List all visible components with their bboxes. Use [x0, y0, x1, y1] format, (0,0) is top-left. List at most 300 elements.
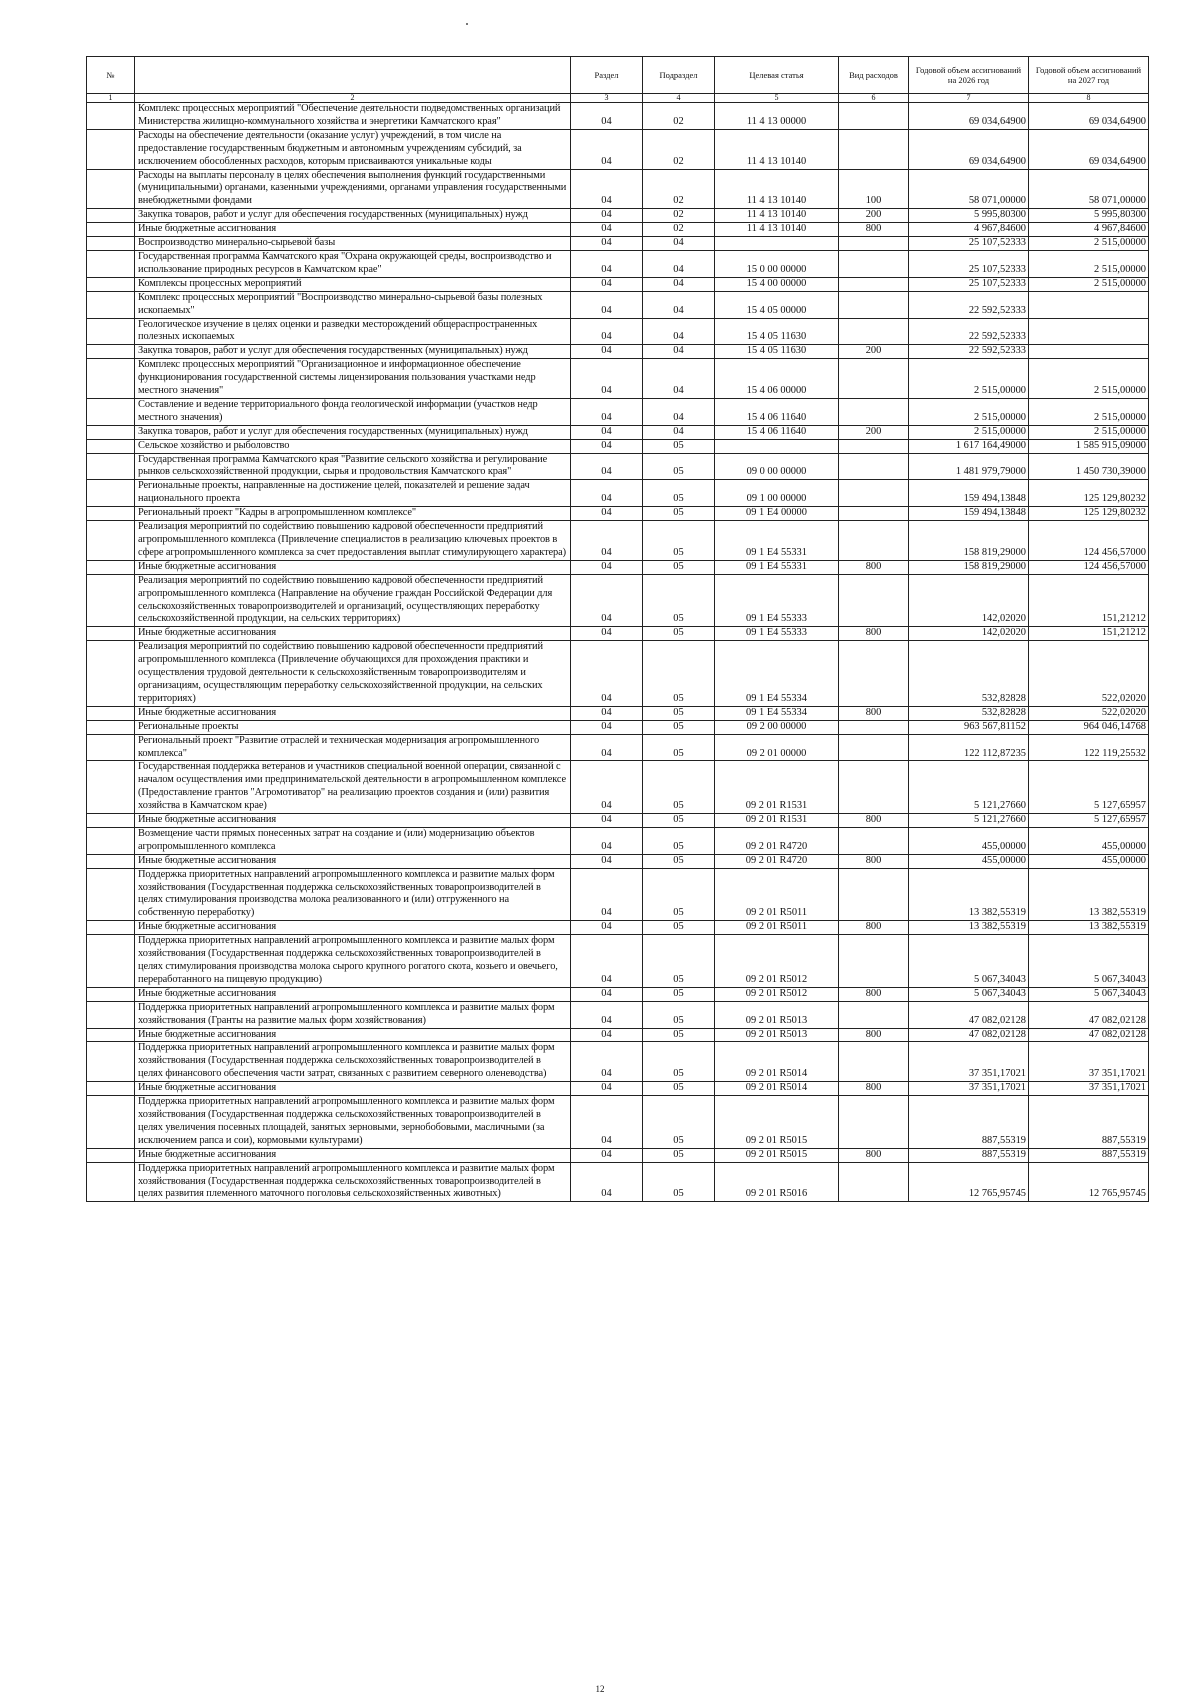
- cell-subsection: 05: [643, 987, 715, 1001]
- cell-section: 04: [571, 641, 643, 707]
- cell-num: [87, 854, 135, 868]
- cell-section: 04: [571, 574, 643, 627]
- cell-section: 04: [571, 1042, 643, 1082]
- cell-num: [87, 720, 135, 734]
- cell-expense-type: [839, 103, 909, 130]
- cell-section: 04: [571, 480, 643, 507]
- cell-section: 04: [571, 453, 643, 480]
- table-row: [87, 921, 1149, 935]
- cell-amount-2027: 151,21212: [1029, 574, 1149, 627]
- cell-expense-type: [839, 439, 909, 453]
- cell-article: 15 0 00 00000: [715, 250, 839, 277]
- cell-name: Иные бюджетные ассигнования: [135, 1148, 571, 1162]
- table-row: [87, 814, 1149, 828]
- cell-expense-type: [839, 521, 909, 561]
- cell-amount-2027: 151,21212: [1029, 627, 1149, 641]
- cell-expense-type: [839, 129, 909, 169]
- cell-amount-2027: [1029, 291, 1149, 318]
- cell-amount-2027: 5 127,65957: [1029, 761, 1149, 814]
- table-row: [87, 987, 1149, 1001]
- header-2027: Годовой объем ассигнований на 2027 год: [1029, 57, 1149, 94]
- cell-amount-2026: 1 481 979,79000: [909, 453, 1029, 480]
- cell-name: Поддержка приоритетных направлений агропромышленного комплекса и развитие малых форм хозяйствования (Государственная поддержка сельскохозяйственных товаропроизводителей в целях развития племенного маточного поголовья сельскохозяйственных животных): [135, 1162, 571, 1202]
- cell-amount-2027: 5 127,65957: [1029, 814, 1149, 828]
- cell-article: 09 2 01 R5014: [715, 1082, 839, 1096]
- column-index: 6: [839, 94, 909, 103]
- cell-name: Государственная программа Камчатского края "Охрана окружающей среды, воспроизводство и использование природных ресурсов в Камчатском крае": [135, 250, 571, 277]
- cell-section: 04: [571, 1082, 643, 1096]
- cell-article: 09 2 01 R1531: [715, 814, 839, 828]
- cell-name: Расходы на обеспечение деятельности (оказание услуг) учреждений, в том числе на предоставление государственным бюджетным и автономным учреждениям субсидий, за исключением обособленных расходов, которым присваиваются уникальные коды: [135, 129, 571, 169]
- table-row: [87, 641, 1149, 707]
- cell-name: Комплекс процессных мероприятий "Воспроизводство минерально-сырьевой базы полезных ископаемых": [135, 291, 571, 318]
- cell-section: 04: [571, 706, 643, 720]
- cell-subsection: 05: [643, 641, 715, 707]
- cell-expense-type: 800: [839, 814, 909, 828]
- cell-subsection: 05: [643, 574, 715, 627]
- cell-name: Расходы на выплаты персоналу в целях обеспечения выполнения функций государственными (муниципальными) органами, казенными учреждениями, органами управления государственными внебюджетными фондами: [135, 169, 571, 209]
- cell-expense-type: 200: [839, 425, 909, 439]
- cell-expense-type: 800: [839, 706, 909, 720]
- cell-amount-2027: 887,55319: [1029, 1148, 1149, 1162]
- cell-num: [87, 868, 135, 921]
- cell-amount-2027: 455,00000: [1029, 854, 1149, 868]
- cell-name: Региональный проект "Развитие отраслей и техническая модернизация агропромышленного комплекса": [135, 734, 571, 761]
- cell-name: Составление и ведение территориального фонда геологической информации (участков недр местного значения): [135, 398, 571, 425]
- cell-article: 09 1 E4 55331: [715, 521, 839, 561]
- cell-expense-type: [839, 318, 909, 345]
- cell-name: Реализация мероприятий по содействию повышению кадровой обеспеченности предприятий агропромышленного комплекса (Привлечение обучающихся для прохождения практики и осуществления трудовой деятельности к сельскохозяйственным товаропроизводителям и организациям, осуществляющим переработку сельскохозяйственной продукции, на сельских территориях): [135, 641, 571, 707]
- cell-num: [87, 359, 135, 399]
- cell-article: 09 2 01 R5016: [715, 1162, 839, 1202]
- cell-subsection: 05: [643, 1028, 715, 1042]
- cell-article: 11 4 13 10140: [715, 209, 839, 223]
- cell-article: 09 2 01 R5013: [715, 1028, 839, 1042]
- cell-name: Комплекс процессных мероприятий "Обеспечение деятельности подведомственных организаций Министерства жилищно-коммунального хозяйства и энергетики Камчатского края": [135, 103, 571, 130]
- cell-article: 09 2 01 R4720: [715, 854, 839, 868]
- cell-amount-2026: 142,02020: [909, 627, 1029, 641]
- table-row: [87, 277, 1149, 291]
- cell-expense-type: 800: [839, 987, 909, 1001]
- cell-amount-2027: 2 515,00000: [1029, 237, 1149, 251]
- cell-amount-2027: 12 765,95745: [1029, 1162, 1149, 1202]
- table-row: [87, 720, 1149, 734]
- table-row: [87, 209, 1149, 223]
- cell-article: 15 4 05 11630: [715, 345, 839, 359]
- cell-num: [87, 250, 135, 277]
- cell-expense-type: [839, 1042, 909, 1082]
- cell-article: 09 2 01 R4720: [715, 827, 839, 854]
- cell-num: [87, 641, 135, 707]
- table-row: [87, 425, 1149, 439]
- cell-article: 11 4 13 00000: [715, 103, 839, 130]
- cell-expense-type: [839, 641, 909, 707]
- cell-num: [87, 277, 135, 291]
- cell-num: [87, 398, 135, 425]
- cell-amount-2027: [1029, 318, 1149, 345]
- cell-expense-type: [839, 277, 909, 291]
- cell-amount-2026: 2 515,00000: [909, 398, 1029, 425]
- cell-num: [87, 706, 135, 720]
- cell-num: [87, 237, 135, 251]
- table-row: [87, 223, 1149, 237]
- cell-name: Региональные проекты: [135, 720, 571, 734]
- cell-amount-2027: 4 967,84600: [1029, 223, 1149, 237]
- cell-name: Закупка товаров, работ и услуг для обеспечения государственных (муниципальных) нужд: [135, 209, 571, 223]
- cell-article: 15 4 05 11630: [715, 318, 839, 345]
- cell-amount-2026: 532,82828: [909, 641, 1029, 707]
- cell-section: 04: [571, 1028, 643, 1042]
- cell-num: [87, 1001, 135, 1028]
- cell-amount-2026: 4 967,84600: [909, 223, 1029, 237]
- budget-table: [86, 56, 1149, 1202]
- cell-subsection: 04: [643, 425, 715, 439]
- cell-expense-type: [839, 720, 909, 734]
- cell-section: 04: [571, 987, 643, 1001]
- cell-section: 04: [571, 827, 643, 854]
- cell-section: 04: [571, 560, 643, 574]
- cell-name: Иные бюджетные ассигнования: [135, 223, 571, 237]
- cell-article: [715, 237, 839, 251]
- cell-name: Комплекс процессных мероприятий "Организационное и информационное обеспечение функционирования государственной системы лицензирования пользования участками недр местного значения": [135, 359, 571, 399]
- cell-name: Иные бюджетные ассигнования: [135, 987, 571, 1001]
- cell-expense-type: [839, 935, 909, 988]
- cell-num: [87, 827, 135, 854]
- cell-name: Поддержка приоритетных направлений агропромышленного комплекса и развитие малых форм хозяйствования (Государственная поддержка сельскохозяйственных товаропроизводителей в целях стимулирования производства молока сырого крупного рогатого скота, козьего и овечьего, переработанного на пищевую продукцию): [135, 935, 571, 988]
- cell-article: 09 2 01 00000: [715, 734, 839, 761]
- table-row: [87, 521, 1149, 561]
- cell-section: 04: [571, 439, 643, 453]
- cell-amount-2027: 125 129,80232: [1029, 507, 1149, 521]
- table-row: [87, 507, 1149, 521]
- cell-expense-type: [839, 1162, 909, 1202]
- cell-subsection: 05: [643, 935, 715, 988]
- table-row: [87, 854, 1149, 868]
- cell-article: 15 4 05 00000: [715, 291, 839, 318]
- cell-amount-2026: 69 034,64900: [909, 103, 1029, 130]
- cell-subsection: 05: [643, 706, 715, 720]
- cell-article: 15 4 06 11640: [715, 398, 839, 425]
- cell-amount-2026: 1 617 164,49000: [909, 439, 1029, 453]
- cell-section: 04: [571, 425, 643, 439]
- cell-subsection: 05: [643, 1082, 715, 1096]
- cell-section: 04: [571, 277, 643, 291]
- column-index: 1: [87, 94, 135, 103]
- cell-amount-2027: 69 034,64900: [1029, 129, 1149, 169]
- cell-expense-type: [839, 1096, 909, 1149]
- cell-name: Государственная программа Камчатского края "Развитие сельского хозяйства и регулирование рынков сельскохозяйственной продукции, сырья и продовольствия Камчатского края": [135, 453, 571, 480]
- cell-amount-2027: 2 515,00000: [1029, 359, 1149, 399]
- cell-amount-2026: 22 592,52333: [909, 318, 1029, 345]
- cell-num: [87, 1042, 135, 1082]
- table-row: [87, 1162, 1149, 1202]
- cell-subsection: 05: [643, 627, 715, 641]
- cell-article: [715, 439, 839, 453]
- cell-expense-type: 800: [839, 854, 909, 868]
- cell-amount-2026: 887,55319: [909, 1148, 1029, 1162]
- cell-name: Сельское хозяйство и рыболовство: [135, 439, 571, 453]
- header-article: Целевая статья: [715, 57, 839, 94]
- cell-num: [87, 987, 135, 1001]
- cell-section: 04: [571, 209, 643, 223]
- cell-amount-2026: 532,82828: [909, 706, 1029, 720]
- table-row: [87, 627, 1149, 641]
- cell-amount-2026: 13 382,55319: [909, 921, 1029, 935]
- cell-subsection: 05: [643, 854, 715, 868]
- table-row: [87, 734, 1149, 761]
- cell-name: Воспроизводство минерально-сырьевой базы: [135, 237, 571, 251]
- cell-subsection: 05: [643, 827, 715, 854]
- cell-subsection: 05: [643, 453, 715, 480]
- cell-section: 04: [571, 761, 643, 814]
- cell-name: Поддержка приоритетных направлений агропромышленного комплекса и развитие малых форм хозяйствования (Гранты на развитие малых форм хозяйствования): [135, 1001, 571, 1028]
- cell-section: 04: [571, 935, 643, 988]
- cell-section: 04: [571, 720, 643, 734]
- cell-num: [87, 1148, 135, 1162]
- cell-expense-type: [839, 574, 909, 627]
- cell-expense-type: [839, 1001, 909, 1028]
- table-row: [87, 453, 1149, 480]
- cell-name: Иные бюджетные ассигнования: [135, 627, 571, 641]
- cell-amount-2027: 13 382,55319: [1029, 921, 1149, 935]
- cell-name: Региональные проекты, направленные на достижение целей, показателей и решение задач национального проекта: [135, 480, 571, 507]
- cell-amount-2026: 47 082,02128: [909, 1028, 1029, 1042]
- cell-amount-2027: 1 585 915,09000: [1029, 439, 1149, 453]
- table-row: [87, 868, 1149, 921]
- cell-section: 04: [571, 734, 643, 761]
- cell-subsection: 05: [643, 1162, 715, 1202]
- cell-subsection: 05: [643, 560, 715, 574]
- table-header: [87, 57, 1149, 103]
- cell-subsection: 05: [643, 921, 715, 935]
- cell-expense-type: [839, 398, 909, 425]
- cell-name: Иные бюджетные ассигнования: [135, 1028, 571, 1042]
- cell-name: Иные бюджетные ассигнования: [135, 1082, 571, 1096]
- cell-amount-2027: 1 450 730,39000: [1029, 453, 1149, 480]
- cell-subsection: 04: [643, 318, 715, 345]
- cell-num: [87, 129, 135, 169]
- table-row: [87, 935, 1149, 988]
- cell-amount-2026: 5 121,27660: [909, 761, 1029, 814]
- cell-subsection: 05: [643, 868, 715, 921]
- cell-article: 09 1 E4 55333: [715, 627, 839, 641]
- cell-num: [87, 921, 135, 935]
- cell-subsection: 05: [643, 720, 715, 734]
- cell-name: Государственная поддержка ветеранов и участников специальной военной операции, связанной с началом осуществления ими предпринимательской деятельности в агропромышленном комплексе (Предоставление грантов "Агромотиватор" на реализацию проектов создания и (или) развития хозяйства в Камчатском крае): [135, 761, 571, 814]
- cell-article: 09 2 01 R5012: [715, 935, 839, 988]
- cell-num: [87, 734, 135, 761]
- cell-amount-2027: 122 119,25532: [1029, 734, 1149, 761]
- cell-section: 04: [571, 1162, 643, 1202]
- header-2026: Годовой объем ассигнований на 2026 год: [909, 57, 1029, 94]
- cell-section: 04: [571, 291, 643, 318]
- cell-amount-2026: 122 112,87235: [909, 734, 1029, 761]
- cell-amount-2027: 2 515,00000: [1029, 425, 1149, 439]
- cell-subsection: 04: [643, 250, 715, 277]
- table-row: [87, 761, 1149, 814]
- cell-article: 09 1 E4 55334: [715, 706, 839, 720]
- cell-subsection: 05: [643, 761, 715, 814]
- cell-subsection: 05: [643, 1042, 715, 1082]
- cell-name: Закупка товаров, работ и услуг для обеспечения государственных (муниципальных) нужд: [135, 345, 571, 359]
- cell-subsection: 04: [643, 359, 715, 399]
- cell-amount-2026: 455,00000: [909, 827, 1029, 854]
- cell-amount-2026: 25 107,52333: [909, 237, 1029, 251]
- cell-section: 04: [571, 223, 643, 237]
- cell-amount-2026: 25 107,52333: [909, 250, 1029, 277]
- cell-amount-2027: 964 046,14768: [1029, 720, 1149, 734]
- cell-expense-type: 100: [839, 169, 909, 209]
- cell-subsection: 05: [643, 507, 715, 521]
- cell-article: 15 4 00 00000: [715, 277, 839, 291]
- cell-num: [87, 1028, 135, 1042]
- cell-expense-type: [839, 868, 909, 921]
- cell-name: Региональный проект "Кадры в агропромышленном комплексе": [135, 507, 571, 521]
- table-row: [87, 345, 1149, 359]
- cell-expense-type: [839, 734, 909, 761]
- cell-num: [87, 627, 135, 641]
- table-row: [87, 318, 1149, 345]
- cell-subsection: 05: [643, 480, 715, 507]
- cell-num: [87, 439, 135, 453]
- cell-expense-type: [839, 761, 909, 814]
- cell-section: 04: [571, 318, 643, 345]
- column-index: 3: [571, 94, 643, 103]
- cell-num: [87, 814, 135, 828]
- cell-section: 04: [571, 345, 643, 359]
- cell-name: Реализация мероприятий по содействию повышению кадровой обеспеченности предприятий агропромышленного комплекса (Направление на обучение граждан Российской Федерации для сельскохозяйственных товаропроизводителей и организаций, осуществляющих переработку сельскохозяйственной продукции, на сельских территориях): [135, 574, 571, 627]
- cell-num: [87, 209, 135, 223]
- column-index: 5: [715, 94, 839, 103]
- cell-amount-2026: 158 819,29000: [909, 521, 1029, 561]
- cell-expense-type: 800: [839, 560, 909, 574]
- cell-amount-2026: 887,55319: [909, 1096, 1029, 1149]
- table-row: [87, 1001, 1149, 1028]
- cell-expense-type: 800: [839, 627, 909, 641]
- table-row: [87, 1082, 1149, 1096]
- header-expense-type: Вид расходов: [839, 57, 909, 94]
- header-num: №: [87, 57, 135, 94]
- cell-article: 11 4 13 10140: [715, 129, 839, 169]
- cell-article: 15 4 06 11640: [715, 425, 839, 439]
- cell-amount-2026: 159 494,13848: [909, 507, 1029, 521]
- cell-amount-2027: 124 456,57000: [1029, 521, 1149, 561]
- cell-article: 09 2 01 R5012: [715, 987, 839, 1001]
- cell-amount-2026: 142,02020: [909, 574, 1029, 627]
- cell-num: [87, 1162, 135, 1202]
- cell-amount-2027: 125 129,80232: [1029, 480, 1149, 507]
- table-row: [87, 291, 1149, 318]
- cell-section: 04: [571, 103, 643, 130]
- cell-subsection: 02: [643, 129, 715, 169]
- cell-section: 04: [571, 169, 643, 209]
- table-body: [87, 103, 1149, 1202]
- cell-article: 15 4 06 00000: [715, 359, 839, 399]
- table-row: [87, 398, 1149, 425]
- cell-expense-type: 800: [839, 1082, 909, 1096]
- table-row: [87, 827, 1149, 854]
- cell-subsection: 05: [643, 439, 715, 453]
- table-row: [87, 439, 1149, 453]
- cell-name: Поддержка приоритетных направлений агропромышленного комплекса и развитие малых форм хозяйствования (Государственная поддержка сельскохозяйственных товаропроизводителей в целях увеличения посевных площадей, занятых зерновыми, зернобобовыми, масличными (за исключением рапса и сои), кормовыми культурами): [135, 1096, 571, 1149]
- cell-amount-2026: 22 592,52333: [909, 345, 1029, 359]
- cell-expense-type: 800: [839, 223, 909, 237]
- cell-amount-2026: 2 515,00000: [909, 359, 1029, 399]
- cell-num: [87, 480, 135, 507]
- cell-num: [87, 169, 135, 209]
- cell-name: Закупка товаров, работ и услуг для обеспечения государственных (муниципальных) нужд: [135, 425, 571, 439]
- cell-article: 09 2 01 R5013: [715, 1001, 839, 1028]
- cell-name: Поддержка приоритетных направлений агропромышленного комплекса и развитие малых форм хозяйствования (Государственная поддержка сельскохозяйственных товаропроизводителей в целях финансового обеспечения части затрат, связанных с развитием северного оленеводства): [135, 1042, 571, 1082]
- cell-expense-type: [839, 453, 909, 480]
- cell-article: 09 2 01 R5015: [715, 1096, 839, 1149]
- cell-amount-2026: 455,00000: [909, 854, 1029, 868]
- cell-name: Возмещение части прямых понесенных затрат на создание и (или) модернизацию объектов агропромышленного комплекса: [135, 827, 571, 854]
- cell-subsection: 05: [643, 1001, 715, 1028]
- cell-subsection: 04: [643, 345, 715, 359]
- cell-name: Иные бюджетные ассигнования: [135, 560, 571, 574]
- cell-expense-type: [839, 359, 909, 399]
- cell-amount-2026: 25 107,52333: [909, 277, 1029, 291]
- cell-amount-2027: 69 034,64900: [1029, 103, 1149, 130]
- cell-num: [87, 345, 135, 359]
- cell-article: 09 0 00 00000: [715, 453, 839, 480]
- cell-num: [87, 935, 135, 988]
- cell-amount-2027: 37 351,17021: [1029, 1082, 1149, 1096]
- cell-num: [87, 761, 135, 814]
- cell-name: Иные бюджетные ассигнования: [135, 854, 571, 868]
- cell-section: 04: [571, 627, 643, 641]
- cell-article: 11 4 13 10140: [715, 223, 839, 237]
- cell-num: [87, 425, 135, 439]
- cell-section: 04: [571, 1096, 643, 1149]
- cell-num: [87, 507, 135, 521]
- cell-amount-2026: 13 382,55319: [909, 868, 1029, 921]
- cell-amount-2027: 5 067,34043: [1029, 987, 1149, 1001]
- cell-amount-2027: 2 515,00000: [1029, 277, 1149, 291]
- cell-expense-type: 200: [839, 345, 909, 359]
- header-name: [135, 57, 571, 94]
- cell-amount-2027: 455,00000: [1029, 827, 1149, 854]
- column-index: 7: [909, 94, 1029, 103]
- cell-amount-2026: 2 515,00000: [909, 425, 1029, 439]
- cell-subsection: 04: [643, 237, 715, 251]
- cell-amount-2026: 963 567,81152: [909, 720, 1029, 734]
- cell-name: Реализация мероприятий по содействию повышению кадровой обеспеченности предприятий агропромышленного комплекса (Привлечение специалистов в реализацию ключевых проектов в сфере агропромышленного комплекса за счет предоставления выплат стимулирующего характера): [135, 521, 571, 561]
- table-row: [87, 1096, 1149, 1149]
- cell-num: [87, 453, 135, 480]
- cell-section: 04: [571, 814, 643, 828]
- table-row: [87, 250, 1149, 277]
- scan-speck: [466, 23, 468, 25]
- cell-section: 04: [571, 868, 643, 921]
- cell-amount-2027: [1029, 345, 1149, 359]
- cell-expense-type: 800: [839, 921, 909, 935]
- table-row: [87, 706, 1149, 720]
- cell-subsection: 02: [643, 209, 715, 223]
- cell-amount-2026: 5 121,27660: [909, 814, 1029, 828]
- cell-amount-2027: 47 082,02128: [1029, 1001, 1149, 1028]
- cell-name: Геологическое изучение в целях оценки и разведки месторождений общераспространенных полезных ископаемых: [135, 318, 571, 345]
- cell-expense-type: 200: [839, 209, 909, 223]
- table-row: [87, 1042, 1149, 1082]
- cell-name: Иные бюджетные ассигнования: [135, 814, 571, 828]
- cell-amount-2027: 887,55319: [1029, 1096, 1149, 1149]
- table-row: [87, 1028, 1149, 1042]
- cell-amount-2026: 37 351,17021: [909, 1082, 1029, 1096]
- cell-subsection: 05: [643, 814, 715, 828]
- cell-name: Поддержка приоритетных направлений агропромышленного комплекса и развитие малых форм хозяйствования (Государственная поддержка сельскохозяйственных товаропроизводителей в целях стимулирования производства молока реализованного и (или) отгруженного на собственную переработку): [135, 868, 571, 921]
